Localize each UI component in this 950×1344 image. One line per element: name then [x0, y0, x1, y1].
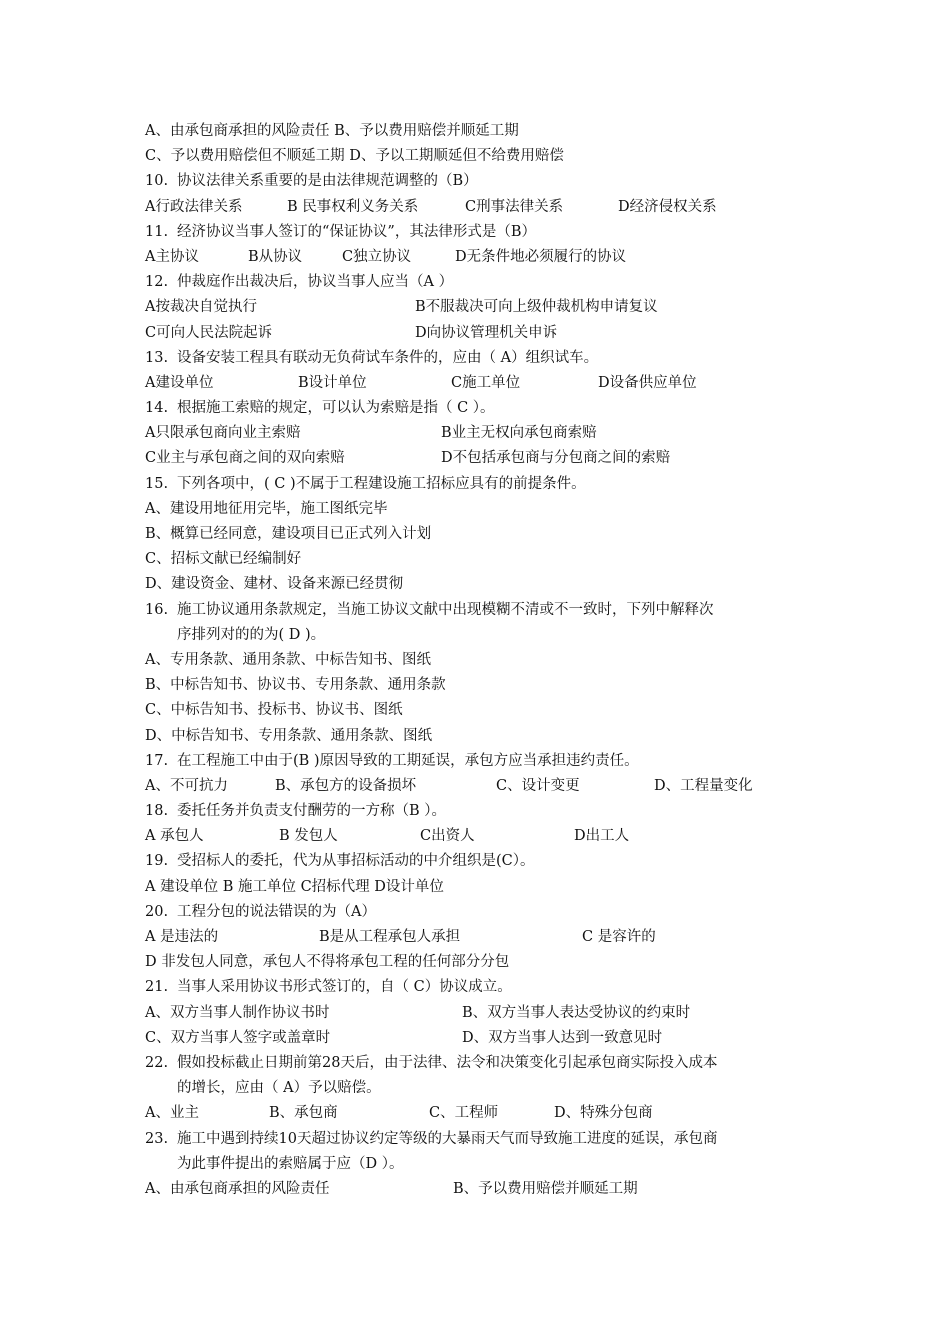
question-text: 假如投标截止日期前第28天后，由于法律、法令和决策变化引起承包商实际投入成本: [177, 1054, 718, 1071]
option: B业主无权向承包商索赔: [441, 425, 597, 442]
question-text: 工程分包的说法错误的为（A）: [177, 903, 376, 920]
question-18: [145, 799, 825, 824]
option: C出资人: [420, 828, 475, 845]
question-text-continued: 序排列对的的为( D )。: [177, 626, 326, 643]
option: D经济侵权关系: [618, 198, 717, 215]
options-row: [145, 1177, 825, 1202]
question-number: 10.: [145, 173, 169, 190]
option: D不包括承包商与分包商之间的索赔: [441, 450, 671, 467]
options-row: [145, 925, 825, 950]
question-23: [145, 1127, 825, 1152]
option: B、双方当事人表达受协议的约束时: [462, 1004, 691, 1021]
options-row: [145, 321, 825, 346]
option: B、承包方的设备损坏: [275, 777, 417, 794]
option: A、不可抗力: [145, 777, 228, 794]
option: B、承包商: [269, 1105, 338, 1122]
question-text: 经济协议当事人签订的“保证协议”，其法律形式是（B）: [177, 223, 536, 240]
option-line: A、由承包商承担的风险责任 B、予以费用赔偿并顺延工期: [145, 123, 519, 139]
option: A只限承包商向业主索赔: [145, 425, 301, 442]
option: D、双方当事人达到一致意见时: [462, 1029, 663, 1046]
question-text: 施工协议通用条款规定，当施工协议文献中出现模糊不清或不一致时，下列中解释次: [177, 601, 714, 618]
option: C刑事法律关系: [465, 198, 564, 215]
option: B设计单位: [298, 374, 367, 391]
question-text: 协议法律关系重要的是由法律规范调整的（B）: [177, 173, 478, 190]
options-row: [145, 1026, 825, 1051]
option: A、业主: [145, 1105, 199, 1122]
options-row: [145, 421, 825, 446]
option: B从协议: [248, 248, 303, 265]
options-row: [145, 824, 825, 849]
question-text: 设备安装工程具有联动无负荷试车条件的，应由（ A）组织试车。: [177, 349, 599, 366]
option: C业主与承包商之间的双向索赔: [145, 450, 345, 467]
option: C、设计变更: [496, 777, 580, 794]
options-row: [145, 295, 825, 320]
option: A主协议: [145, 248, 199, 265]
options-row: [145, 245, 825, 270]
options-row: [145, 1001, 825, 1026]
option-line: C、予以费用赔偿但不顺延工期 D、予以工期顺延但不给费用赔偿: [145, 148, 564, 165]
option: C可向人民法院起诉: [145, 324, 273, 341]
question-text: 下列各项中，( C )不属于工程建设施工招标应具有的前提条件。: [177, 475, 586, 492]
option: B不服裁决可向上级仲裁机构申请复议: [415, 299, 658, 316]
question-text: 受招标人的委托，代为从事招标活动的中介组织是(C）。: [177, 853, 535, 870]
question-number: 22.: [145, 1054, 169, 1071]
option-line: B、概算已经同意，建设项目已正式列入计划: [145, 526, 432, 542]
question-20: [145, 900, 825, 925]
options-row: [145, 1101, 825, 1126]
question-text: 仲裁庭作出裁决后，协议当事人应当（A ）: [177, 274, 454, 291]
option: D设备供应单位: [598, 374, 697, 391]
option: A行政法律关系: [145, 198, 243, 215]
question-number: 14.: [145, 400, 169, 417]
question-number: 12.: [145, 274, 169, 291]
question-12: [145, 270, 825, 295]
question-number: 21.: [145, 979, 169, 996]
question-17: [145, 749, 825, 774]
question-number: 13.: [145, 349, 169, 366]
option-line: B、中标告知书、协议书、专用条款、通用条款: [145, 677, 446, 694]
option-line: C、中标告知书、投标书、协议书、图纸: [145, 702, 403, 719]
option-line: A 建设单位 B 施工单位 C招标代理 D设计单位: [145, 878, 444, 895]
option-line: D 非发包人同意，承包人不得将承包工程的任何部分分包: [145, 954, 510, 971]
options-row: [145, 371, 825, 396]
option: A 承包人: [145, 828, 204, 845]
option-line: A、专用条款、通用条款、中标告知书、图纸: [145, 651, 431, 668]
option: A建设单位: [145, 374, 214, 391]
question-16: [145, 598, 825, 623]
option: D、工程量变化: [654, 777, 753, 794]
option: D无条件地必须履行的协议: [455, 248, 627, 265]
option-line: D、建设资金、建材、设备来源已经贯彻: [145, 576, 404, 593]
option: D向协议管理机关申诉: [415, 324, 558, 341]
question-number: 16.: [145, 601, 169, 618]
question-19: [145, 849, 825, 874]
option: A、双方当事人制作协议书时: [145, 1004, 330, 1021]
question-number: 11.: [145, 223, 169, 240]
option-line: D、中标告知书、专用条款、通用条款、图纸: [145, 727, 433, 744]
option-line: C、招标文献已经编制好: [145, 551, 302, 568]
question-number: 17.: [145, 752, 169, 769]
option: B、予以费用赔偿并顺延工期: [453, 1180, 638, 1197]
question-text: 当事人采用协议书形式签订的，自（ C）协议成立。: [177, 979, 512, 996]
question-text: 根据施工索赔的规定，可以认为索赔是指（ C ）。: [177, 400, 495, 417]
question-list: [145, 119, 825, 1202]
question-text-continued: 为此事件提出的索赔属于应（D ）。: [177, 1155, 404, 1172]
question-number: 15.: [145, 475, 169, 492]
question-text: 委托任务并负责支付酬劳的一方称（B ）。: [177, 803, 447, 820]
question-15: [145, 472, 825, 497]
option: D、特殊分包商: [554, 1105, 653, 1122]
options-row: [145, 774, 825, 799]
options-row: [145, 195, 825, 220]
question-text: 在工程施工中由于(B )原因导致的工期延误，承包方应当承担违约责任。: [177, 752, 639, 769]
question-10: [145, 169, 825, 194]
question-14: [145, 396, 825, 421]
question-number: 18.: [145, 803, 169, 820]
options-row: [145, 446, 825, 471]
option: C施工单位: [451, 374, 521, 391]
option: C、工程师: [429, 1105, 499, 1122]
option: B 发包人: [279, 828, 338, 845]
option: A 是违法的: [145, 929, 219, 945]
question-11: [145, 220, 825, 245]
question-number: 23.: [145, 1130, 169, 1147]
option: C独立协议: [342, 248, 412, 265]
question-text: 施工中遇到持续10天超过协议约定等级的大暴雨天气而导致施工进度的延误，承包商: [177, 1130, 718, 1147]
option: C 是容许的: [582, 929, 656, 945]
question-text-continued: 的增长，应由（ A）予以赔偿。: [177, 1080, 381, 1097]
option: A按裁决自觉执行: [145, 299, 257, 316]
question-21: [145, 975, 825, 1000]
option: B 民事权利义务关系: [287, 198, 419, 215]
option-line: A、建设用地征用完毕，施工图纸完毕: [145, 500, 388, 517]
option: C、双方当事人签字或盖章时: [145, 1029, 331, 1046]
question-13: [145, 346, 825, 371]
question-22: [145, 1051, 825, 1076]
option: B是从工程承包人承担: [319, 929, 461, 945]
question-number: 20.: [145, 903, 169, 920]
option: A、由承包商承担的风险责任: [145, 1180, 330, 1197]
question-number: 19.: [145, 853, 169, 870]
option: D出工人: [574, 828, 630, 845]
